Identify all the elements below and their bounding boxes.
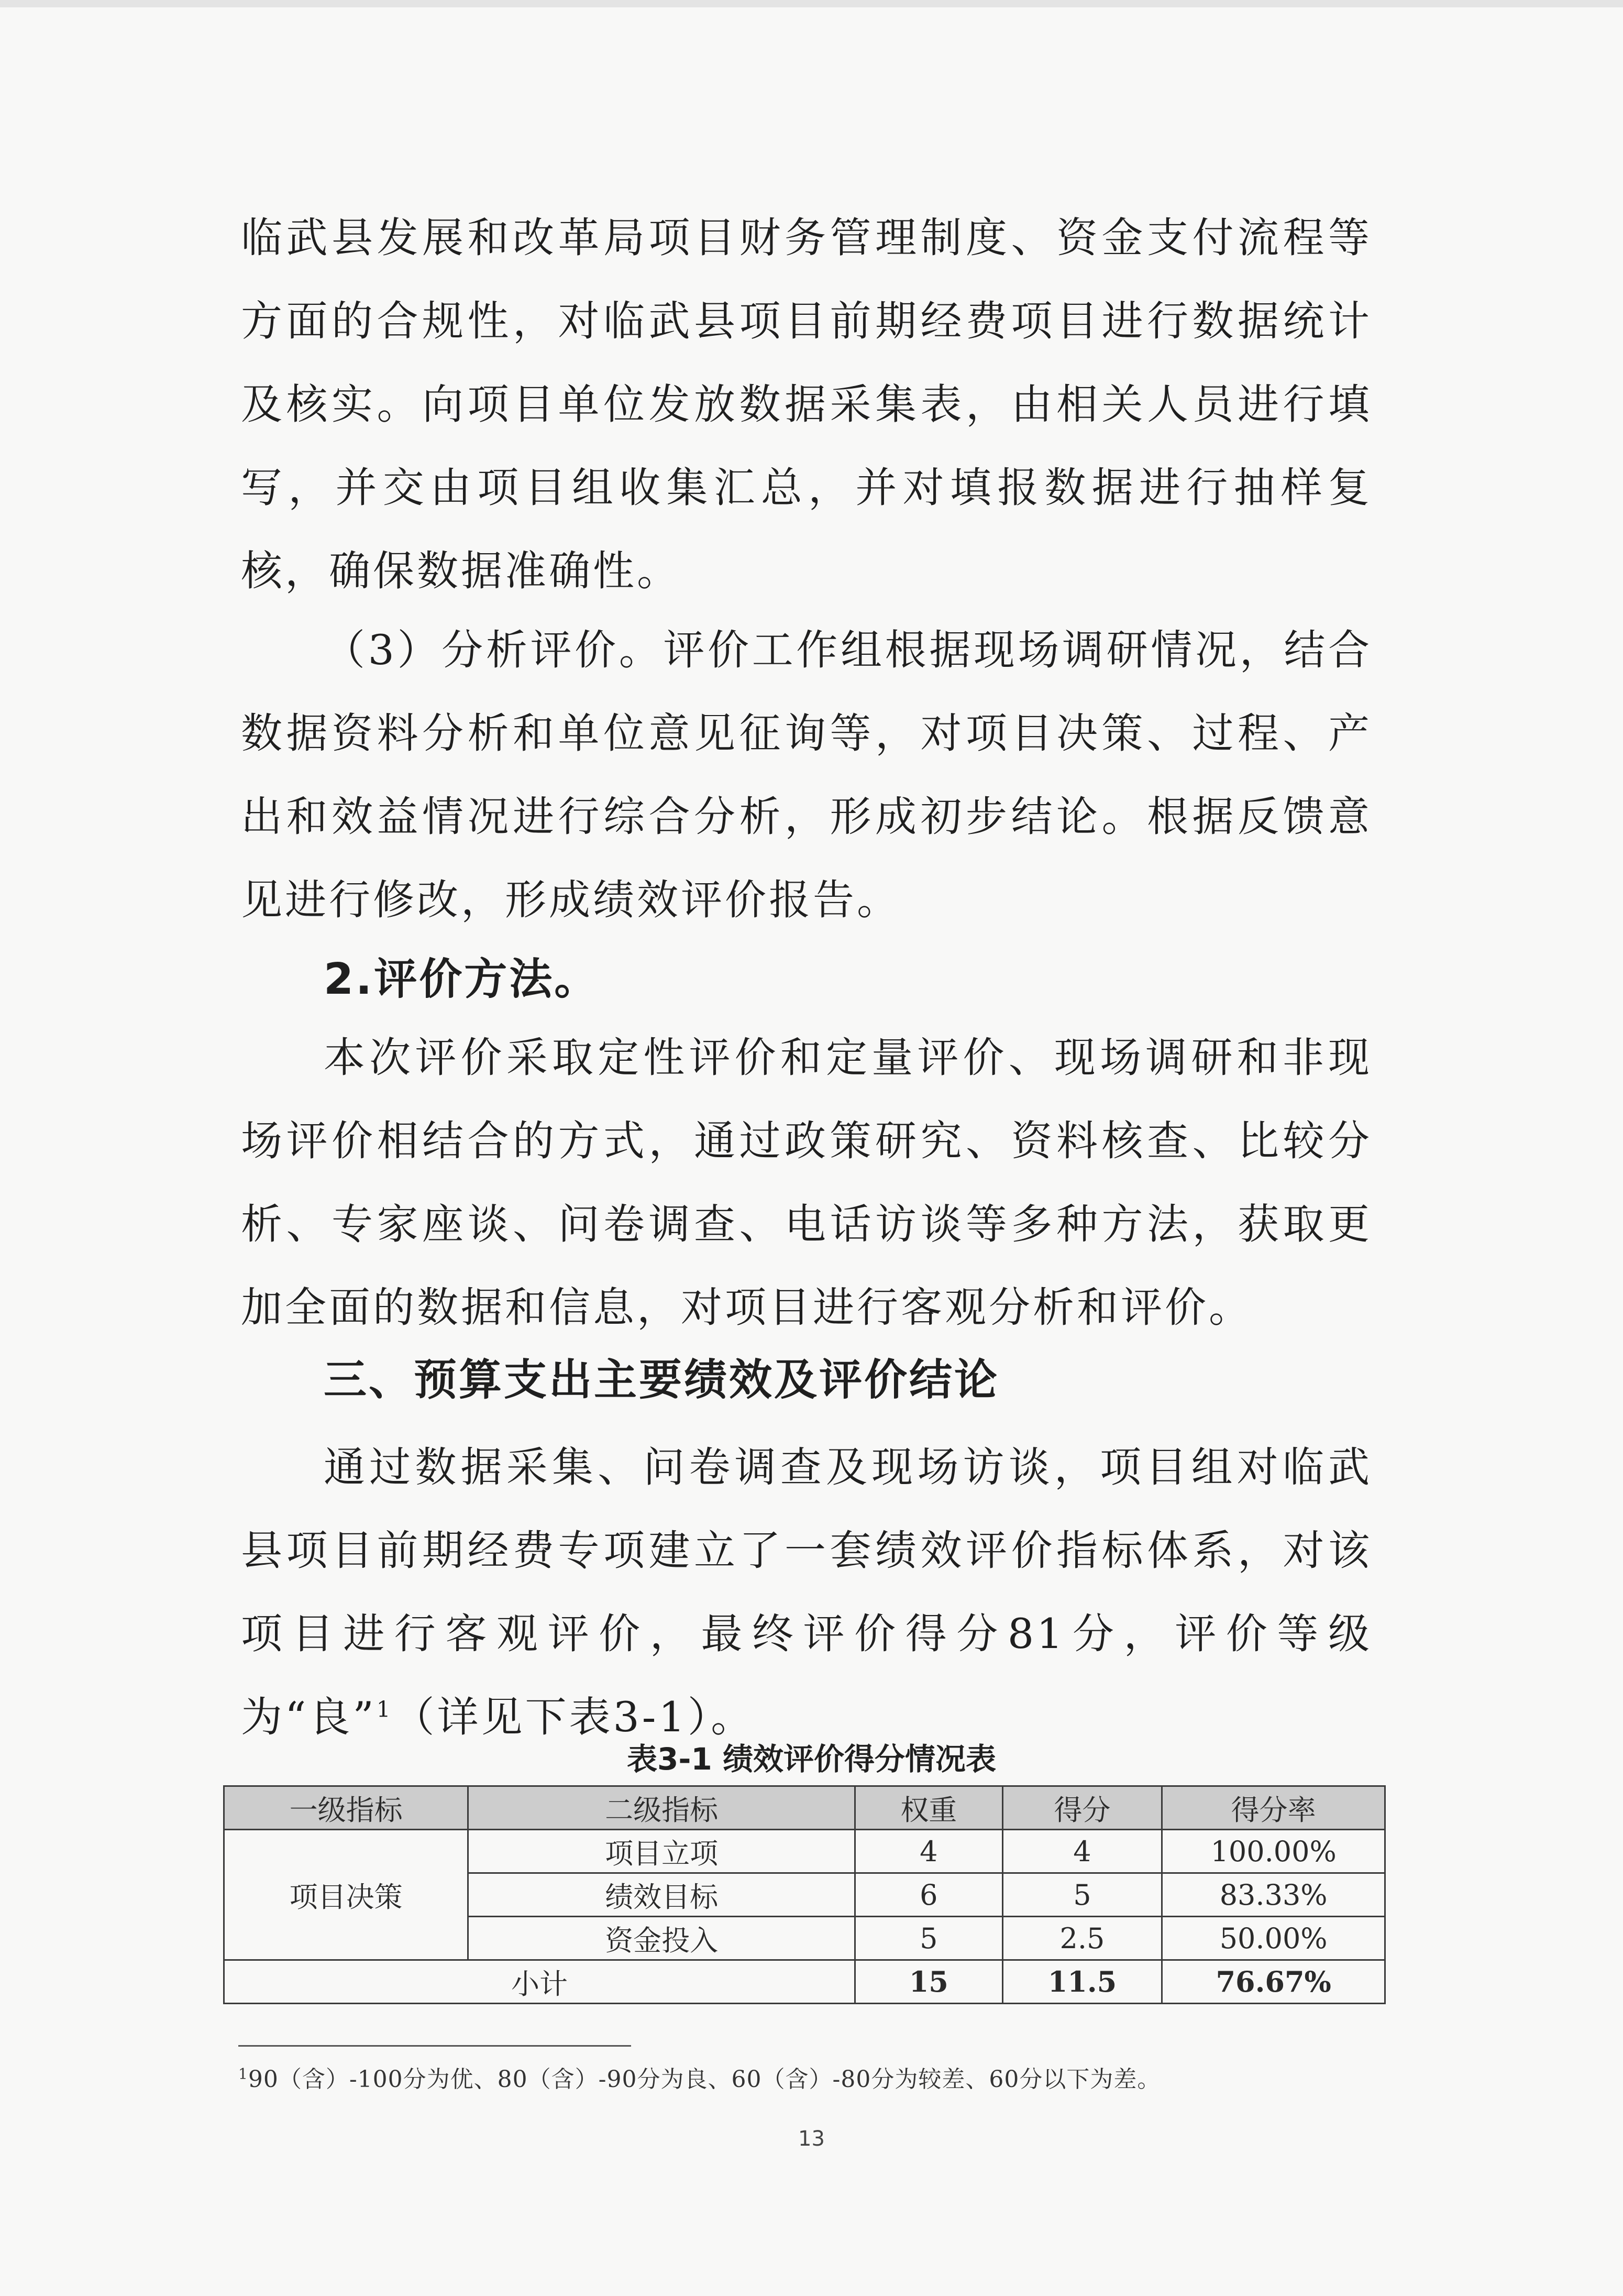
table-header-row bbox=[224, 1786, 1385, 1830]
header-weight: 权重 bbox=[855, 1786, 1003, 1830]
indicator-name: 项目立项 bbox=[468, 1830, 855, 1873]
indicator-name: 资金投入 bbox=[468, 1917, 855, 1960]
footnote-divider bbox=[238, 2045, 631, 2047]
subtotal-row bbox=[224, 1960, 1385, 2004]
indicator-score: 2.5 bbox=[1002, 1917, 1162, 1960]
scan-top-edge bbox=[0, 0, 1623, 7]
table-caption: 表3-1 绩效评价得分情况表 bbox=[627, 1741, 996, 1777]
indicator-rate: 100.00% bbox=[1162, 1830, 1385, 1873]
header-rate: 得分率 bbox=[1162, 1786, 1385, 1830]
category-cell: 项目决策 bbox=[224, 1830, 468, 1960]
header-score: 得分 bbox=[1002, 1786, 1162, 1830]
page-number: 13 bbox=[798, 2127, 825, 2151]
subtotal-weight: 15 bbox=[855, 1960, 1003, 2004]
conclusion-main-text: 通过数据采集、问卷调查及现场访谈，项目组对临武县项目前期经费专项建立了一套绩效评价指标体系，对该项目进行客观评价，最终评价得分81分，评价等级为“良” bbox=[241, 1443, 1372, 1741]
indicator-name: 绩效目标 bbox=[468, 1873, 855, 1917]
paragraph-data-verification: 临武县发展和改革局项目财务管理制度、资金支付流程等方面的合规性，对临武县项目前期经费项目进行数据统计及核实。向项目单位发放数据采集表，由相关人员进行填写，并交由项目组收集汇总，并对填报数据进行抽样复核，确保数据准确性。 bbox=[241, 214, 1372, 595]
indicator-rate: 50.00% bbox=[1162, 1917, 1385, 1960]
footnote-reference: 1 bbox=[376, 1696, 393, 1722]
indicator-score: 4 bbox=[1002, 1830, 1162, 1873]
footnote bbox=[238, 2064, 1161, 2095]
performance-score-table bbox=[223, 1785, 1386, 2004]
subtotal-label: 小计 bbox=[224, 1960, 855, 2004]
heading-section-three: 三、预算支出主要绩效及评价结论 bbox=[324, 1355, 1000, 1405]
footnote-marker: 1 bbox=[238, 2065, 248, 2083]
indicator-weight: 5 bbox=[855, 1917, 1003, 1960]
header-level2: 二级指标 bbox=[468, 1786, 855, 1830]
heading-evaluation-method: 2.评价方法。 bbox=[324, 954, 600, 1004]
indicator-weight: 6 bbox=[855, 1873, 1003, 1917]
paragraph-evaluation-conclusion bbox=[241, 1426, 1372, 1759]
subtotal-rate: 76.67% bbox=[1162, 1960, 1385, 2004]
header-level1: 一级指标 bbox=[224, 1786, 468, 1830]
footnote-text: 90（含）-100分为优、80（含）-90分为良、60（含）-80分为较差、60分以下为差。 bbox=[248, 2066, 1161, 2093]
paragraph-evaluation-method: 本次评价采取定性评价和定量评价、现场调研和非现场评价相结合的方式，通过政策研究、资料核查、比较分析、专家座谈、问卷调查、电话访谈等多种方法，获取更加全面的数据和信息，对项目进行客观分析和评价。 bbox=[241, 1034, 1372, 1332]
indicator-weight: 4 bbox=[855, 1830, 1003, 1873]
subtotal-score: 11.5 bbox=[1002, 1960, 1162, 2004]
indicator-score: 5 bbox=[1002, 1873, 1162, 1917]
paragraph-analysis-evaluation: （3）分析评价。评价工作组根据现场调研情况，结合数据资料分析和单位意见征询等，对项目决策、过程、产出和效益情况进行综合分析，形成初步结论。根据反馈意见进行修改，形成绩效评价报告。 bbox=[241, 626, 1372, 924]
indicator-rate: 83.33% bbox=[1162, 1873, 1385, 1917]
conclusion-tail-text: （详见下表3-1）。 bbox=[393, 1693, 755, 1741]
table-row bbox=[224, 1830, 1385, 1873]
